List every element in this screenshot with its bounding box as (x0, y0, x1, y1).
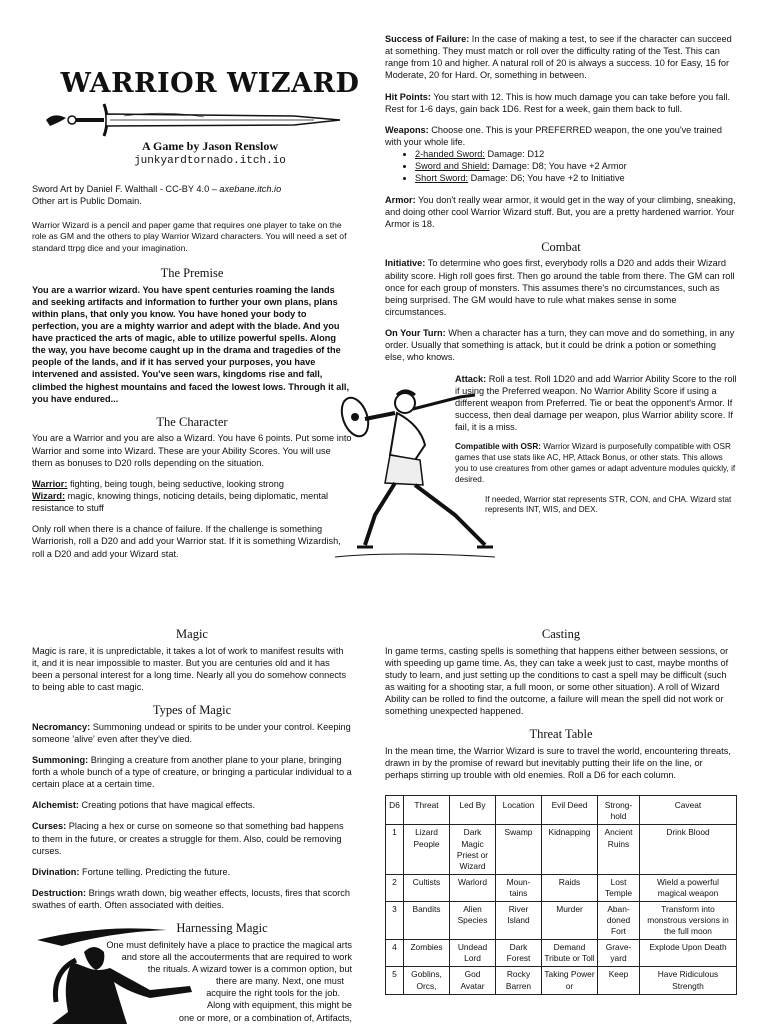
table-cell: Lost Temple (598, 874, 640, 901)
weapon-item: • Sword and Shield: Damage: D8; You have +2 Armor (415, 160, 737, 172)
column-header: Led By (450, 796, 496, 825)
osr-rule: Compatible with OSR: Warrior Wizard is purposefully compatible with OSR games that use stats like AC, HP, Attack Bonus, or other stats. This allows you to use creatures from other games or adapt adventure modules quickly, if desired. (455, 442, 736, 484)
table-row (386, 940, 737, 967)
table-cell: Transform into monstrous versions in the full moon (640, 902, 737, 940)
warrior-illustration (335, 385, 495, 565)
casting-text: In game terms, casting spells is something that happens either between sessions, or with speeding up game time. As, they can take a week just to cast, maybe months of study to learn, and just setting up the conditions to cast a spell may be difficult (such as waiting for a shooting star, a full moon, or some other situation). A roll of Wizard Ability can be rolled to find the outcome, a failure will mean the spell did not work or something unexpected happened. (385, 645, 729, 717)
turn-rule: On Your Turn: When a character has a turn, they can move and do something, in any order. Usually that something is attack, but it could be drink a potion or something else, who knows. (385, 328, 735, 363)
initiative-rule: Initiative: To determine who goes first, everybody rolls a D20 and adds their Wizard ability score. High roll goes first. Then go around the table from there. The GM can roll once for each group of monsters. This assumes there's no circumstances, such as being surprised. The GM would have to rule what makes sense in some circumstances. (385, 258, 735, 318)
table-cell: 1 (386, 825, 404, 874)
table-cell: Alien Species (450, 902, 496, 940)
table-row (386, 825, 737, 874)
weapons-rule: Weapons: Choose one. This is your PREFERRED weapon, the one you've trained with your whole life. (385, 124, 722, 147)
osr-stat-mapping: If needed, Warrior stat represents STR, CON, and CHA. Wizard stat represents INT, WIS, and DEX. (485, 494, 732, 515)
column-header: Threat (404, 796, 450, 825)
credits-line1: Sword Art by Daniel F. Walthall - CC-BY 4.0 – (32, 184, 220, 194)
table-cell: 4 (386, 940, 404, 967)
magic-heading: Magic (176, 627, 208, 641)
credits (32, 183, 352, 207)
table-cell: Murder (542, 902, 598, 940)
column-header: Evil Deed (542, 796, 598, 825)
table-cell: Dark Magic Priest or Wizard (450, 825, 496, 874)
column-header: D6 (386, 796, 404, 825)
table-cell: 2 (386, 874, 404, 901)
casting-heading: Casting (541, 627, 581, 641)
sword-illustration (44, 98, 344, 138)
table-cell: Drink Blood (640, 825, 737, 874)
table-row (386, 874, 737, 901)
premise-heading: The Premise (160, 266, 224, 280)
success-rule: Success of Failure: In the case of making a test, to see if the character can succeed at something. They must match or roll over the difficulty rating of the Test. This can range from 10 and higher. A natural roll of 20 is always a success. 10 for Easy, 15 for Moderate, 20 for Hard. Or, something in between. (385, 34, 732, 81)
table-cell: Raids (542, 874, 598, 901)
wizard-definition: Wizard: magic, knowing things, noticing details, being diplomatic, mental resistance to stuff (32, 490, 329, 514)
magic-text: Magic is rare, it is unpredictable, it takes a lot of work to manifest results with it, and it is near impossible to master. But you are centuries old and it has been a personal interest for a long time. Nearly all you do somehow connects to being able to cast magic. (32, 645, 347, 692)
table-cell: Ancient Ruins (598, 825, 640, 874)
table-cell: God Avatar (450, 967, 496, 994)
weapons-list (385, 148, 737, 184)
table-cell: Have Ridiculous Strength (640, 967, 737, 994)
warrior-definition: Warrior: fighting, being tough, being seductive, looking strong (32, 478, 284, 489)
character-heading: The Character (156, 414, 228, 429)
table-cell: Grave-yard (598, 940, 640, 967)
roll-rules: Only roll when there is a chance of failure. If the challenge is something Warriorish, roll a D20 and add your Warrior stat. If it is something Wizardish, roll a D20 and add your Wizard stat. (32, 524, 341, 559)
column-header: Strong-hold (598, 796, 640, 825)
threat-table-intro: In the mean time, the Warrior Wizard is sure to travel the world, encountering threats, drawn in by the promise of reward but inevitably putting their life on the line, or perhaps stirring up trouble with old enemies. Roll a D6 for each column. (385, 745, 731, 781)
table-header-row (386, 796, 737, 825)
table-row (386, 967, 737, 994)
table-cell: Bandits (404, 902, 450, 940)
combat-heading: Combat (541, 239, 581, 254)
magic-type-item: Divination: Fortune telling. Predicting the future. (32, 866, 231, 877)
table-cell: Cultists (404, 874, 450, 901)
table-cell: Lizard People (404, 825, 450, 874)
byline: A Game by Jason Renslow (141, 139, 278, 153)
armor-rule: Armor: You don't really wear armor, it would get in the way of your climbing, sneaking, and doing other cool Warrior Wizard stuff. But, you are a pretty hardened warrior. Your Armor is 18. (385, 194, 736, 229)
table-cell: Zombies (404, 940, 450, 967)
right-column-bottom (385, 626, 737, 995)
credits-line2: Other art is Public Domain. (32, 196, 142, 207)
table-cell: River Island (496, 902, 542, 940)
table-row (386, 902, 737, 940)
threat-table (385, 795, 737, 994)
column-header: Location (496, 796, 542, 825)
character-text: You are a Warrior and you are also a Wizard. You have 6 points. Put some into Warrior and some into Wizard. These are your Ability Scores. You will use them as bonuses to D20 rolls depending on the situation. (32, 433, 352, 468)
magic-type-item: Curses: Placing a hex or curse on someone so that something bad happens to them in the future, or creates a struggle for them. Also, could be removing curses. (32, 821, 344, 856)
game-title: WARRIOR WIZARD (60, 68, 360, 99)
harnessing-magic-text: One must definitely have a place to practice the magical arts and store all the accouterments that are required to work the rituals. A wizard tower is a common option, but there are many. Next, one must acquire the right tools for the job. Along with equipment, this might be one or more, or a combination of, Artifacts, (106, 939, 352, 1023)
threat-table-heading: Threat Table (529, 727, 593, 742)
table-cell: Goblins, Orcs, (404, 967, 450, 994)
table-cell: Swamp (496, 825, 542, 874)
table-cell: Kidnapping (542, 825, 598, 874)
table-cell: Undead Lord (450, 940, 496, 967)
attack-rule: Attack: Roll a test. Roll 1D20 and add Warrior Ability Score to the roll if using the Preferred weapon. No Warrior Ability Score if using a different weapon from Preferred. Tie or beat the opponent's Armor. If success, then deal damage per weapon, plus Warrior ability score. If fail, it is a miss. (455, 373, 737, 433)
types-of-magic-heading: Types of Magic (152, 703, 232, 718)
table-cell: Warlord (450, 874, 496, 901)
magic-type-item: Summoning: Bringing a creature from another plane to your plane, bringing forth a whole bunch of a type of creature, or bringing a particular individual to a certain place at a certain time. (32, 754, 352, 790)
table-cell: Aban-doned Fort (598, 902, 640, 940)
table-cell: Explode Upon Death (640, 940, 737, 967)
table-cell: Dark Forest (496, 940, 542, 967)
column-header: Caveat (640, 796, 737, 825)
premise-text: You are a warrior wizard. You have spent centuries roaming the lands and seeking artifacts and information to further your own plans, plans within plans, that only you know. You have honed your body to perfection, you are a mighty warrior and adept with the blade. And you have practiced the arts of magic, able to utilize powerful spells. Along the way, you have become caught up in the drama and tragedies of the people of the lands, and if it has served your purposes, you have intervened and assisted. You've seen wars, kingdoms rise and fall, climbed the highest mountains and faced the lowest lows. Through it all, you have endured... (32, 284, 350, 404)
magic-type-item: Alchemist: Creating potions that have magical effects. (32, 800, 256, 811)
table-cell: Keep (598, 967, 640, 994)
weapon-item: • 2-handed Sword: Damage: D12 (415, 148, 737, 160)
table-cell: Demand Tribute or Toll (542, 940, 598, 967)
intro-text: Warrior Wizard is a pencil and paper game that requires one player to take on the role as GM and the others to play Warrior Wizard characters. You will need a set of standard ttrpg dice and your imagination. (32, 220, 347, 253)
weapon-item: • Short Sword: Damage: D6; You have +2 to Initiative (415, 172, 737, 184)
table-cell: Rocky Barren (496, 967, 542, 994)
magic-type-item: Destruction: Brings wrath down, big weather effects, locusts, fires that scorch swathes of earth. Often associated with deities. (32, 887, 350, 911)
table-cell: 5 (386, 967, 404, 994)
left-column-top (32, 265, 352, 569)
magic-type-item: Necromancy: Summoning undead or spirits to be under your control. Keeping someone 'alive' even after they've died. (32, 721, 351, 744)
site-url: junkyardtornado.itch.io (134, 155, 286, 167)
table-cell: Wield a powerful magical weapon (640, 874, 737, 901)
table-cell: Taking Power or (542, 967, 598, 994)
harnessing-magic-heading: Harnessing Magic (176, 921, 268, 936)
table-cell: Moun-tains (496, 874, 542, 901)
credits-source: axebane.itch.io (219, 184, 282, 194)
hit-points-rule: Hit Points: You start with 12. This is how much damage you can take before you fall. Rest for 1-6 days, gain back 1D6. Rest for a week, gain them back to full. (385, 91, 731, 114)
sorceress-illustration (32, 922, 202, 1024)
table-cell: 3 (386, 902, 404, 940)
